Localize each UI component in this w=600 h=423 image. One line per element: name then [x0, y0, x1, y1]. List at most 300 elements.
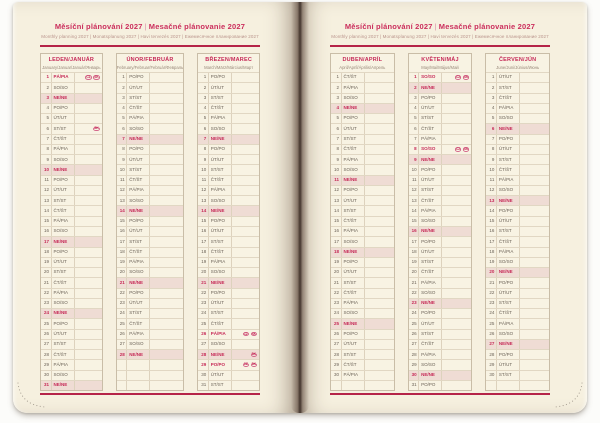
day-abbrev: ST/ST [52, 340, 75, 349]
day-row [41, 154, 102, 164]
sk-holiday-icon: SK [94, 75, 99, 80]
day-abbrev [497, 381, 520, 390]
day-row [198, 236, 259, 246]
notes-cell [150, 258, 183, 267]
notes-cell [232, 371, 259, 380]
day-abbrev: SO/SO [52, 83, 75, 92]
notes-cell [150, 145, 183, 154]
day-row [117, 123, 184, 133]
day-number: 18 [41, 248, 52, 257]
day-row [331, 103, 394, 113]
day-row [486, 257, 549, 267]
day-row [486, 154, 549, 164]
day-abbrev: SO/SO [52, 299, 75, 308]
notes-cell [520, 309, 549, 318]
day-row [486, 318, 549, 328]
day-abbrev: ČT/ŠT [52, 135, 75, 144]
notes-cell [232, 114, 259, 123]
day-number: 22 [41, 289, 52, 298]
day-row [331, 288, 394, 298]
day-number: 11 [331, 176, 342, 185]
day-number: 13 [117, 196, 128, 205]
day-abbrev: PO/PO [127, 289, 150, 298]
day-row [486, 308, 549, 318]
notes-cell [150, 340, 183, 349]
day-abbrev: PÁ/PIA [342, 227, 365, 236]
cz-holiday-icon: CZ [455, 146, 461, 151]
notes-cell [520, 73, 549, 82]
month-grid [198, 72, 259, 390]
day-abbrev: NE/NE [419, 83, 442, 92]
notes-cell [75, 381, 102, 390]
day-number: 31 [198, 381, 209, 390]
notes-cell [520, 248, 549, 257]
day-number: 27 [486, 340, 497, 349]
day-abbrev: NE/NE [52, 237, 75, 246]
notes-cell [442, 114, 471, 123]
day-abbrev: ÚT/UT [52, 114, 75, 123]
day-row [409, 380, 472, 390]
day-abbrev: NE/NE [52, 381, 75, 390]
day-abbrev: ÚT/UT [209, 155, 232, 164]
notes-cell [232, 217, 259, 226]
notes-cell [232, 278, 259, 287]
day-row [409, 185, 472, 195]
month-subtitle: June/Juni/Június/Июнь [496, 65, 540, 70]
day-abbrev: PO/PO [209, 289, 232, 298]
notes-cell [365, 83, 394, 92]
day-row [409, 298, 472, 308]
day-row [486, 380, 549, 390]
day-row [486, 277, 549, 287]
notes-cell [232, 83, 259, 92]
day-number: 19 [117, 258, 128, 267]
day-abbrev: ČT/ŠT [209, 248, 232, 257]
month-title: ÚNOR/FEBRUÁR [126, 57, 174, 63]
day-row [409, 359, 472, 369]
day-row [409, 205, 472, 215]
day-abbrev: ČT/ŠT [127, 176, 150, 185]
day-row [41, 123, 102, 133]
day-abbrev: SO/SO [419, 360, 442, 369]
day-abbrev: ÚT/UT [209, 299, 232, 308]
notes-cell [442, 309, 471, 318]
notes-cell [150, 155, 183, 164]
day-abbrev: SO/SO [342, 237, 365, 246]
day-abbrev: PÁ/PIA [342, 371, 365, 380]
notes-cell [442, 340, 471, 349]
day-abbrev: ÚT/UT [342, 196, 365, 205]
day-number: 10 [331, 165, 342, 174]
day-number: 19 [331, 258, 342, 267]
day-abbrev: PÁ/PIA [342, 83, 365, 92]
day-abbrev: PÁ/PIA [342, 299, 365, 308]
day-number: 27 [331, 340, 342, 349]
month-title: KVĚTEN/MÁJ [421, 57, 459, 63]
notes-cell [75, 309, 102, 318]
day-number: 20 [486, 268, 497, 277]
day-number: 7 [198, 135, 209, 144]
month-title: ČERVEN/JÚN [499, 57, 537, 63]
day-number: 27 [409, 340, 420, 349]
day-number: 30 [331, 371, 342, 380]
notes-cell [75, 176, 102, 185]
day-abbrev: PO/PO [52, 248, 75, 257]
day-abbrev: ČT/ŠT [209, 176, 232, 185]
day-row [486, 329, 549, 339]
notes-cell [75, 319, 102, 328]
notes-cell [520, 114, 549, 123]
day-row [117, 226, 184, 236]
months-grid [330, 53, 550, 391]
day-abbrev: PÁ/PIA [52, 73, 75, 82]
day-row [486, 349, 549, 359]
day-abbrev: PÁ/PIA [419, 278, 442, 287]
day-row [331, 380, 394, 390]
day-abbrev: NE/NE [342, 176, 365, 185]
day-abbrev: NE/NE [127, 135, 150, 144]
day-number: 25 [331, 319, 342, 328]
day-abbrev: ST/ST [209, 309, 232, 318]
day-row [117, 185, 184, 195]
day-number: 3 [117, 94, 128, 103]
day-abbrev: PÁ/PIA [209, 258, 232, 267]
day-number: 23 [117, 299, 128, 308]
notes-cell [232, 186, 259, 195]
notes-cell [365, 73, 394, 82]
cz-holiday-icon: CZ [243, 362, 248, 367]
day-row [117, 339, 184, 349]
day-abbrev: NE/NE [209, 206, 232, 215]
notes-cell [520, 360, 549, 369]
day-abbrev: PÁ/PIA [52, 360, 75, 369]
day-number: 9 [331, 155, 342, 164]
day-row [486, 370, 549, 380]
day-row [409, 288, 472, 298]
day-abbrev: ST/ST [342, 135, 365, 144]
day-number: 19 [198, 258, 209, 267]
day-number: 12 [117, 186, 128, 195]
day-abbrev: NE/NE [497, 196, 520, 205]
day-abbrev: SO/SO [342, 165, 365, 174]
day-abbrev: ČT/ŠT [497, 94, 520, 103]
notes-cell [442, 381, 471, 390]
day-number: 4 [486, 104, 497, 113]
day-number: 24 [486, 309, 497, 318]
day-number: 8 [486, 145, 497, 154]
day-abbrev: ÚT/UT [497, 73, 520, 82]
day-row [117, 359, 184, 369]
day-number: 8 [117, 145, 128, 154]
notes-cell [520, 330, 549, 339]
day-row [41, 308, 102, 318]
notes-cell [150, 135, 183, 144]
day-number: 6 [198, 124, 209, 133]
day-number: 25 [409, 319, 420, 328]
sk-holiday-icon: SK [463, 146, 469, 151]
footer-rule [40, 393, 260, 395]
day-number: 13 [331, 196, 342, 205]
day-number [117, 381, 128, 390]
day-abbrev: ČT/ŠT [52, 206, 75, 215]
day-number: 9 [409, 155, 420, 164]
day-row [117, 236, 184, 246]
day-abbrev: NE/NE [342, 319, 365, 328]
notes-cell [520, 227, 549, 236]
day-row [331, 359, 394, 369]
day-abbrev: ST/ST [127, 94, 150, 103]
day-number: 6 [331, 124, 342, 133]
notes-cell [232, 330, 259, 339]
day-row [41, 93, 102, 103]
month-title: LEDEN/JANUÁR [48, 57, 95, 63]
day-row [41, 175, 102, 185]
day-number: 16 [331, 227, 342, 236]
notes-cell [150, 248, 183, 257]
notes-cell [442, 289, 471, 298]
day-row [486, 298, 549, 308]
notes-cell [232, 237, 259, 246]
day-abbrev: ČT/ŠT [497, 165, 520, 174]
day-row [409, 82, 472, 92]
day-number: 11 [41, 176, 52, 185]
notes-cell [520, 350, 549, 359]
day-row [409, 277, 472, 287]
day-row [486, 226, 549, 236]
day-abbrev: ST/ST [497, 155, 520, 164]
notes-cell [150, 124, 183, 133]
day-row [409, 154, 472, 164]
day-number: 3 [486, 94, 497, 103]
day-abbrev: PO/PO [497, 350, 520, 359]
day-abbrev: ÚT/UT [127, 227, 150, 236]
day-abbrev: ST/ST [419, 258, 442, 267]
day-abbrev: PO/PO [52, 104, 75, 113]
day-number: 20 [198, 268, 209, 277]
notes-cell [365, 196, 394, 205]
day-abbrev: SO/SO [419, 289, 442, 298]
day-number: 11 [486, 176, 497, 185]
day-number: 25 [117, 319, 128, 328]
day-abbrev: SO/SO [497, 258, 520, 267]
day-abbrev: ÚT/UT [419, 176, 442, 185]
month-subtitle: March/März/Március/Март [204, 65, 254, 70]
day-abbrev: ČT/ŠT [127, 319, 150, 328]
day-row [486, 144, 549, 154]
notes-cell [75, 114, 102, 123]
day-abbrev: PO/PO [209, 73, 232, 82]
day-number: 7 [486, 135, 497, 144]
day-abbrev: ST/ST [497, 227, 520, 236]
notes-cell [520, 268, 549, 277]
notes-cell [520, 217, 549, 226]
notes-cell [150, 319, 183, 328]
day-number: 5 [117, 114, 128, 123]
day-number: 10 [486, 165, 497, 174]
day-row [198, 205, 259, 215]
day-row [41, 72, 102, 82]
day-number: 13 [198, 196, 209, 205]
day-abbrev: ÚT/UT [497, 360, 520, 369]
day-number: 26 [117, 330, 128, 339]
day-number [117, 371, 128, 380]
day-abbrev: PO/PO [419, 309, 442, 318]
day-number: 10 [409, 165, 420, 174]
day-number: 18 [331, 248, 342, 257]
day-row [486, 185, 549, 195]
day-number: 23 [198, 299, 209, 308]
notes-cell [75, 340, 102, 349]
day-abbrev: SO/SO [127, 340, 150, 349]
notes-cell [232, 289, 259, 298]
day-abbrev: ČT/ŠT [127, 104, 150, 113]
notes-cell [520, 371, 549, 380]
notes-cell [232, 340, 259, 349]
day-row [117, 93, 184, 103]
day-row [409, 247, 472, 257]
day-abbrev: PÁ/PIA [419, 206, 442, 215]
day-number: 14 [117, 206, 128, 215]
day-row [41, 288, 102, 298]
day-abbrev: ÚT/UT [342, 268, 365, 277]
notes-cell [365, 227, 394, 236]
day-row [41, 144, 102, 154]
day-row [409, 144, 472, 154]
day-row [41, 226, 102, 236]
day-row [331, 216, 394, 226]
day-abbrev [342, 381, 365, 390]
notes-cell [75, 145, 102, 154]
day-number: 22 [486, 289, 497, 298]
day-abbrev: PÁ/PIA [127, 330, 150, 339]
day-row [486, 82, 549, 92]
day-number: 17 [331, 237, 342, 246]
notes-cell [232, 268, 259, 277]
day-number: 7 [117, 135, 128, 144]
footer-rule [330, 393, 550, 395]
day-row [117, 349, 184, 359]
day-number: 26 [198, 330, 209, 339]
notes-cell [75, 299, 102, 308]
day-number: 4 [117, 104, 128, 113]
notes-cell [232, 381, 259, 390]
day-abbrev: ST/ST [419, 114, 442, 123]
day-row [331, 72, 394, 82]
day-abbrev: ST/ST [127, 309, 150, 318]
notes-cell [232, 299, 259, 308]
notes-cell [232, 258, 259, 267]
day-number: 23 [486, 299, 497, 308]
day-abbrev: NE/NE [209, 278, 232, 287]
day-abbrev: SO/SO [342, 309, 365, 318]
notes-cell [442, 319, 471, 328]
day-abbrev: PO/PO [342, 114, 365, 123]
day-abbrev: ST/ST [497, 299, 520, 308]
page-title-czech: Měsíční plánování 2027 [54, 22, 143, 31]
day-number: 6 [409, 124, 420, 133]
notes-cell [520, 94, 549, 103]
day-abbrev: ČT/ŠT [497, 237, 520, 246]
notes-cell [75, 104, 102, 113]
page-header [330, 22, 550, 47]
notes-cell [150, 73, 183, 82]
day-abbrev: ÚT/UT [209, 371, 232, 380]
day-row [331, 308, 394, 318]
day-row [117, 195, 184, 205]
day-abbrev: SO/SO [127, 196, 150, 205]
day-row [198, 380, 259, 390]
day-number: 15 [331, 217, 342, 226]
day-number: 1 [331, 73, 342, 82]
day-row [409, 236, 472, 246]
notes-cell [520, 135, 549, 144]
notes-cell [442, 350, 471, 359]
notes-cell [365, 94, 394, 103]
day-abbrev: ÚT/UT [342, 124, 365, 133]
day-abbrev: NE/NE [209, 135, 232, 144]
notes-cell [442, 124, 471, 133]
notes-cell [442, 94, 471, 103]
notes-cell [150, 299, 183, 308]
notes-cell [150, 104, 183, 113]
title-separator: | [434, 22, 437, 31]
day-abbrev: ÚT/UT [342, 340, 365, 349]
month-column [197, 53, 260, 391]
notes-cell [232, 104, 259, 113]
day-number: 6 [117, 124, 128, 133]
day-row [486, 216, 549, 226]
day-number: 20 [331, 268, 342, 277]
day-abbrev: ÚT/UT [497, 289, 520, 298]
notes-cell [520, 278, 549, 287]
notes-cell [442, 237, 471, 246]
page-title-slovak: Mesačné plánovanie 2027 [438, 22, 536, 31]
notes-cell [365, 330, 394, 339]
notes-cell [365, 371, 394, 380]
day-row [41, 257, 102, 267]
day-abbrev: SO/SO [419, 145, 442, 154]
day-abbrev: ČT/ŠT [419, 196, 442, 205]
notes-cell [232, 94, 259, 103]
day-row [117, 380, 184, 390]
day-row [331, 247, 394, 257]
day-row [198, 154, 259, 164]
header-rule [40, 45, 260, 47]
day-row [117, 164, 184, 174]
day-row [41, 185, 102, 195]
notes-cell [442, 73, 471, 82]
day-row [117, 329, 184, 339]
day-abbrev: ST/ST [52, 196, 75, 205]
day-number: 12 [486, 186, 497, 195]
notes-cell [365, 124, 394, 133]
day-row [117, 247, 184, 257]
left-page [13, 2, 297, 413]
day-abbrev: ST/ST [127, 237, 150, 246]
day-row [331, 349, 394, 359]
day-abbrev: PO/PO [419, 94, 442, 103]
day-abbrev: PO/PO [419, 237, 442, 246]
day-number: 1 [486, 73, 497, 82]
day-abbrev: NE/NE [52, 94, 75, 103]
notes-cell [75, 258, 102, 267]
day-row [198, 72, 259, 82]
day-abbrev: PÁ/PIA [497, 319, 520, 328]
day-abbrev: PÁ/PIA [419, 135, 442, 144]
month-subtitle: April/Apríl/Április/Апрель [339, 65, 386, 70]
day-abbrev: NE/NE [52, 165, 75, 174]
notes-cell [442, 83, 471, 92]
